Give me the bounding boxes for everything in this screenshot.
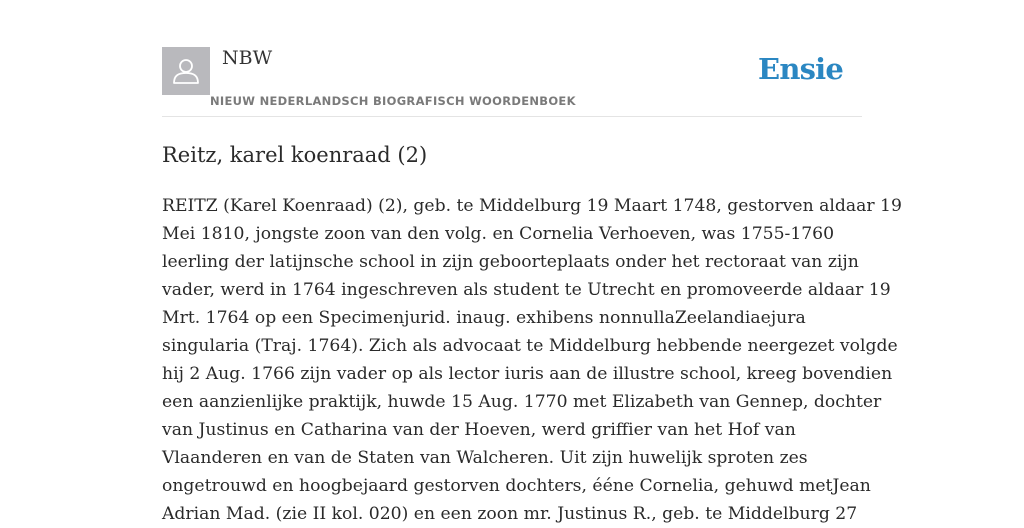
source-subtitle: NIEUW NEDERLANDSCH BIOGRAFISCH WOORDENBOEK [210,94,576,108]
entry-text-line: leerling der latijnsche school in zijn geboorteplaats onder het rectoraat van zijn [162,252,859,272]
user-avatar-icon[interactable] [162,47,210,95]
entry-text-line: Adrian Mad. (zie II kol. 020) en een zoon mr. Justinus R., geb. te Middelburg 27 [162,504,858,524]
entry-text-line: Mei 1810, jongste zoon van den volg. en Cornelia Verhoeven, was 1755-1760 [162,224,835,244]
source-name[interactable]: NBW [222,47,273,69]
entry-text-line: een aanzienlijke praktijk, huwde 15 Aug. 1770 met Elizabeth van Gennep, dochter [162,392,882,412]
entry-text-line: hij 2 Aug. 1766 zijn vader op als lector iuris aan de illustre school, kreeg bovendien [162,364,893,384]
entry-text-line: Vlaanderen en van de Staten van Walcheren. Uit zijn huwelijk sproten zes [162,448,808,468]
entry-text-line: ongetrouwd en hoogbejaard gestorven dochters, ééne Cornelia, gehuwd metJean [162,476,871,496]
entry-text-line: REITZ (Karel Koenraad) (2), geb. te Middelburg 19 Maart 1748, gestorven aldaar 19 [162,196,902,216]
entry-text-line: vader, werd in 1764 ingeschreven als student te Utrecht en promoveerde aldaar 19 [162,280,891,300]
entry-text-line: Mrt. 1764 op een Specimenjurid. inaug. exhibens nonnullaZeelandiaejura [162,308,806,328]
entry-text-line: van Justinus en Catharina van der Hoeven, werd griffier van het Hof van [162,420,796,440]
ensie-logo[interactable]: Ensie [758,52,843,86]
source-header [162,46,862,117]
entry-title: Reitz, karel koenraad (2) [162,143,428,167]
entry-text-line: singularia (Traj. 1764). Zich als advocaat te Middelburg hebbende neergezet volgde [162,336,898,356]
entry-body [162,192,902,528]
